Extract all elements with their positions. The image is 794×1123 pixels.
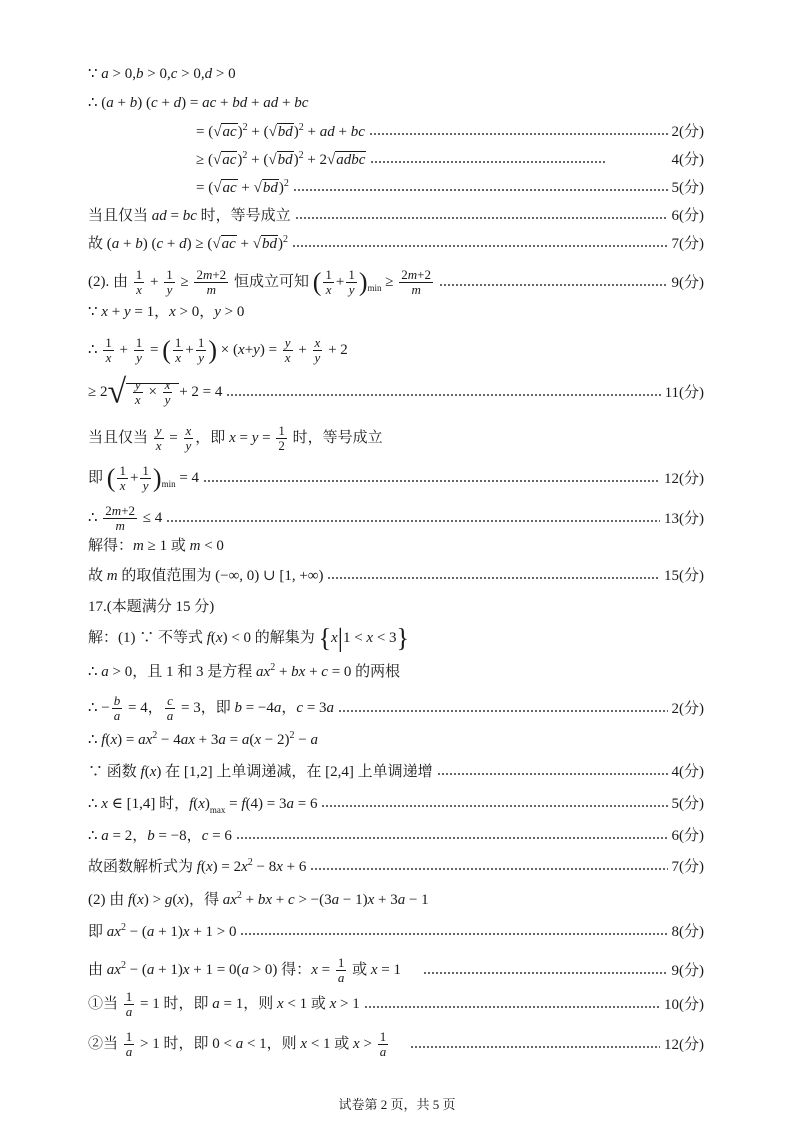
leader-dots bbox=[410, 1046, 660, 1048]
leader-dots bbox=[203, 480, 660, 482]
leader-dots bbox=[327, 577, 660, 579]
score-label: 7(分) bbox=[671, 236, 704, 252]
solution-line-9: ∵ x + y = 1，x > 0，y > 0 bbox=[88, 304, 245, 320]
solution-line-13: 即 ( $\frac{1}{x}$ + $\frac{1}{y}$ )$_{min} = 4$ 12(分) bbox=[88, 463, 704, 493]
solution-line-2: ∴ (a + b) (c + d) = ac + bd + ad + bc bbox=[88, 95, 309, 111]
solution-line-14: ∴ $\frac{2m+2}{m}$ ≤ 4 13(分) bbox=[88, 503, 704, 533]
solution-line-5: = $(√ac + √bd)^2$ 5(分) bbox=[196, 178, 704, 196]
score-label: 15(分) bbox=[664, 568, 704, 584]
solution-line-27: 即 $ax^2 - (a + 1)x + 1 > 0$ 8(分) bbox=[88, 922, 704, 940]
solution-line-21: ∴ $f(x) = ax^2 - 4ax + 3a = a(x - 2)^2 - a$ bbox=[88, 730, 318, 748]
leader-dots bbox=[310, 868, 667, 870]
leader-dots bbox=[321, 805, 667, 807]
solution-line-15: 解得：m ≥ 1 或 m < 0 bbox=[88, 538, 224, 554]
leader-dots bbox=[338, 710, 667, 712]
solution-line-20: ∴ − $\frac{b}{a}$ = 4， $\frac{c}{a}$ = 3，即 b = −4a，c = 3a 2(分) bbox=[88, 693, 704, 723]
score-label: 7(分) bbox=[671, 859, 704, 875]
score-label: 6(分) bbox=[671, 828, 704, 844]
leader-dots bbox=[166, 520, 660, 522]
leader-dots bbox=[292, 245, 668, 247]
solution-line-28: 由 $ax^2 - (a + 1)x + 1 = 0(a > 0)$ 得：x = $\frac{1}{a}$ 或 x = 1 9(分) bbox=[88, 955, 704, 985]
solution-line-4: ≥ $(√ac)^2 + (√bd)^2$ + 2√adbc 4(分) bbox=[196, 150, 704, 168]
solution-line-29: ①当 $\frac{1}{a}$ = 1 时，即 a = 1，则 x < 1 或 x > 1 10(分) bbox=[88, 989, 704, 1019]
solution-line-22: ∵ 函数 f(x) 在 [1,2] 上单调递减，在 [2,4] 上单调递增 4(分) bbox=[88, 764, 704, 780]
solution-line-11: ≥ 2√ $\frac{y}{x}$ × $\frac{x}{y}$ + 2 = 4 11(分) bbox=[88, 373, 704, 411]
solution-line-23: ∴ x ∈ [1,4] 时，$f(x)_{max} = f(4) = 3a = 6$ 5(分) bbox=[88, 796, 704, 815]
score-label: 9(分) bbox=[671, 962, 704, 979]
leader-dots bbox=[295, 217, 668, 219]
question-header: 17.(本题满分 15 分) bbox=[88, 599, 215, 615]
leader-dots bbox=[423, 972, 668, 974]
score-label: 5(分) bbox=[671, 796, 704, 812]
score-label: 2(分) bbox=[671, 700, 704, 717]
score-label: 9(分) bbox=[671, 274, 704, 291]
solution-line-16: 故 m 的取值范围为 (−∞, 0) ∪ [1, +∞) 15(分) bbox=[88, 568, 704, 584]
solution-line-24: ∴ a = 2，b = −8，c = 6 6(分) bbox=[88, 828, 704, 844]
score-label: 12(分) bbox=[664, 1036, 704, 1053]
leader-dots bbox=[439, 284, 668, 286]
leader-dots bbox=[364, 1006, 660, 1008]
score-label: 11(分) bbox=[664, 384, 704, 401]
score-label: 4(分) bbox=[671, 764, 704, 780]
solution-line-8: (2). 由 $\frac{1}{x}$ + $\frac{1}{y}$ ≥ $\frac{2m+2}{m}$ 恒成立可知 ( $\frac{1}{x}$ + $\frac{1}{y}$ )$_{min}$ ≥ $\frac{2m+2}{m}$ 9(分) bbox=[88, 267, 704, 297]
score-label: 5(分) bbox=[671, 180, 704, 196]
score-label: 10(分) bbox=[664, 996, 704, 1013]
leader-dots bbox=[437, 773, 668, 775]
leader-dots bbox=[370, 161, 606, 163]
solution-line-7: 故 (a + b) $(c + d) \ge (√ac + √bd)^2$ 7(分) bbox=[88, 234, 704, 252]
solution-line-6: 当且仅当 ad = bc 时，等号成立 6(分) bbox=[88, 208, 704, 224]
solution-line-12: 当且仅当 $\frac{y}{x}$ = $\frac{x}{y}$ ，即 x = y = $\frac{1}{2}$ 时，等号成立 bbox=[88, 423, 383, 453]
score-label: 12(分) bbox=[664, 470, 704, 487]
score-label: 4(分) bbox=[671, 152, 704, 168]
leader-dots bbox=[240, 933, 667, 935]
leader-dots bbox=[226, 394, 660, 396]
score-label: 6(分) bbox=[671, 208, 704, 224]
page-footer: 试卷第 2 页，共 5 页 bbox=[338, 1097, 456, 1112]
solution-line-30: ②当 $\frac{1}{a}$ > 1 时，即 0 < a < 1，则 x < 1 或 x > $\frac{1}{a}$ 12(分) bbox=[88, 1029, 704, 1059]
solution-line-18: 解：(1) ∵ 不等式 f(x) < 0 的解集为 {x|1 < x < 3} bbox=[88, 623, 410, 653]
solution-line-1: ∵ a > 0,b > 0,c > 0,d > 0 bbox=[88, 66, 236, 82]
leader-dots bbox=[369, 133, 668, 135]
score-label: 8(分) bbox=[671, 924, 704, 940]
leader-dots bbox=[236, 837, 668, 839]
solution-line-10: ∴ $\frac{1}{x}$ + $\frac{1}{y}$ = ( $\frac{1}{x}$ + $\frac{1}{y}$ ) × (x+y) = $\frac{y}{x}$ + $\frac{x}{y}$ + 2 bbox=[88, 335, 348, 365]
leader-dots bbox=[293, 189, 668, 191]
score-label: 2(分) bbox=[671, 124, 704, 140]
solution-line-19: ∴ a > 0，且 1 和 3 是方程 $ax^2$ + bx + c = 0 的两根 bbox=[88, 662, 401, 680]
solution-line-26: (2) 由 f(x) > g(x)，得 $ax^2$ + bx + c > −(3a − 1)x + 3a − 1 bbox=[88, 890, 429, 908]
score-label: 13(分) bbox=[664, 510, 704, 527]
solution-line-25: 故函数解析式为 $f(x) = 2x^2 - 8x + 6$ 7(分) bbox=[88, 857, 704, 875]
solution-line-3: = $(√ac)^2 + (√bd)^2$ + ad + bc 2(分) bbox=[196, 122, 704, 140]
